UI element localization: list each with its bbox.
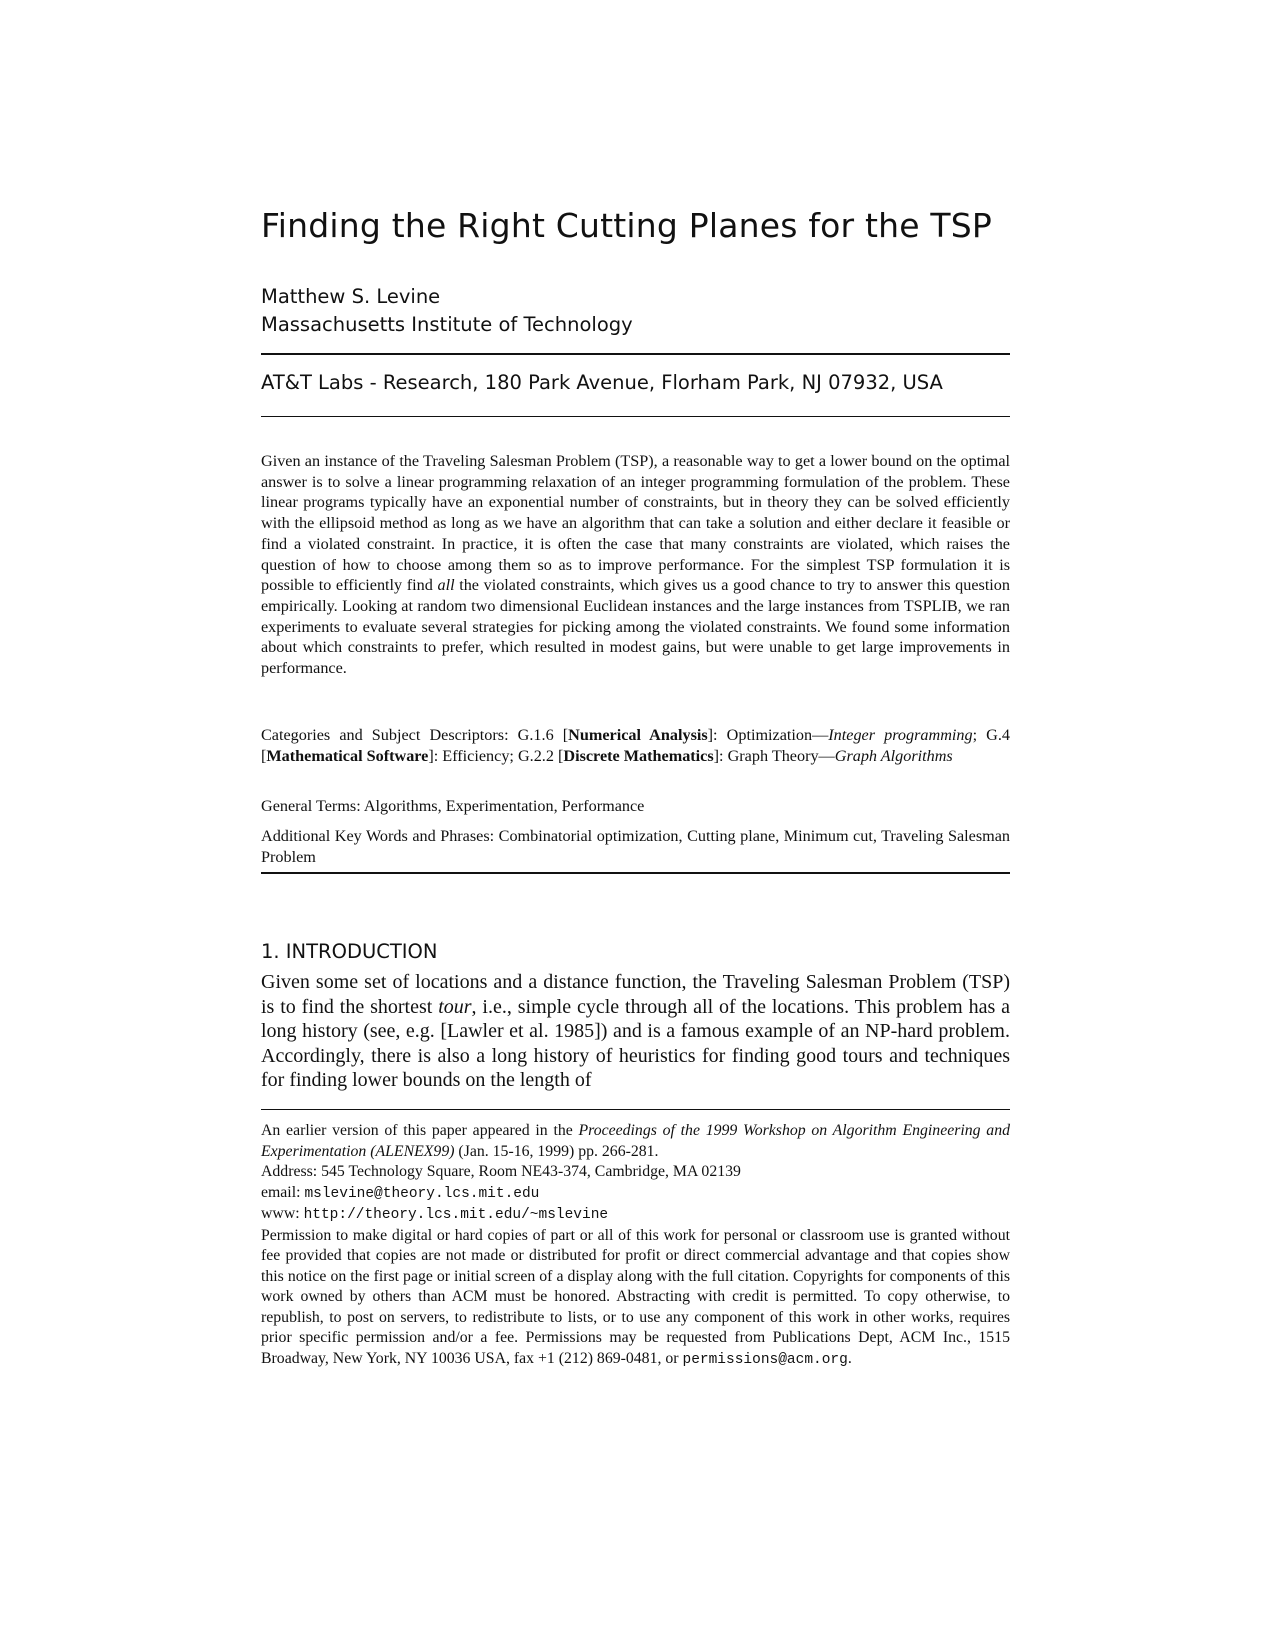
- abstract: [261, 451, 1010, 679]
- permission-text: Permission to make digital or hard copies of part or all of this work for personal or classroom use is granted without fee provided that copies are not made or distributed for profit or direct commercial advantage and that copies show this notice on the first page or initial screen of a display along with the full citation. Copyrights for components of this work owned by others than ACM must be honored. Abstracting with credit is permitted. To copy otherwise, to republish, to post on servers, to redistribute to lists, or to use any component of this work in other works, requires prior specific permission and/or a fee. Permissions may be requested from Publications Dept, ACM Inc., 1515 Broadway, New York, NY 10036 USA, fax +1 (212) 869-0481, or: [261, 1226, 1010, 1367]
- email-line: [261, 1183, 1010, 1205]
- descriptor-text: Categories and Subject Descriptors: G.1.6 [: [261, 726, 569, 744]
- www-link[interactable]: http://theory.lcs.mit.edu/~mslevine: [303, 1207, 609, 1223]
- descriptor-bold: Discrete Mathematics: [563, 746, 714, 765]
- intro-text-2: , i.e., simple cycle through all of the locations. This problem has a long history (see, e.g. [Lawler et al. 1985]) and is a famous example of an NP-hard problem. Accordingly, there is also a long history of heuristics for finding good tours and techniques for finding lower bounds on the length of: [261, 995, 1011, 1091]
- venue-name: Proceedings of the 1999 Workshop on Algorithm Engineering and Experimentation (ALENEX99): [261, 1122, 1010, 1160]
- header-rule-top: [261, 353, 1010, 355]
- address-line: Address: 545 Technology Square, Room NE43-374, Cambridge, MA 02139: [261, 1163, 741, 1180]
- descriptor-italic: Graph Algorithms: [834, 746, 953, 765]
- descriptor-bold: Numerical Analysis: [568, 726, 708, 744]
- descriptor-italic: Integer programming: [828, 726, 973, 744]
- intro-text-1: Given some set of locations and a distance function, the Traveling Salesman Problem (TSP) is to find the shortest: [261, 971, 1010, 1018]
- descriptor-text: ]: Efficiency; G.2.2 [: [428, 746, 564, 765]
- www-label: www:: [261, 1205, 304, 1222]
- descriptor-text: ; G.4 [: [261, 726, 1011, 765]
- subject-descriptors: [261, 725, 1010, 766]
- note-text: (Jan. 15-16, 1999) pp. 266-281.: [454, 1142, 659, 1160]
- abstract-emphasis: all: [437, 576, 455, 595]
- www-line: [261, 1204, 1010, 1226]
- abstract-rule: [261, 872, 1010, 874]
- descriptor-bold: Mathematical Software: [266, 746, 429, 765]
- footnote: [261, 1121, 1010, 1370]
- abstract-text-1: Given an instance of the Traveling Salesman Problem (TSP), a reasonable way to get a lower bound on the optimal answer is to solve a linear programming relaxation of an integer programming formulation of the problem. These linear programs typically have an exponential number of constraints, but in theory they can be solved efficiently with the ellipsoid method as long as we have an algorithm that can take a solution and either declare it feasible or find a violated constraint. In practice, it is often the case that many constraints are violated, which raises the question of how to choose among them so as to improve performance. For the simplest TSP formulation it is possible to efficiently find: [261, 452, 1010, 595]
- permission-notice: [261, 1226, 1010, 1371]
- email-label: email:: [261, 1183, 305, 1201]
- general-terms: General Terms: Algorithms, Experimentation, Performance: [261, 797, 645, 815]
- descriptor-text: ]: Graph Theory—: [713, 746, 835, 765]
- descriptor-text: ]: Optimization—: [707, 726, 829, 744]
- intro-emphasis: tour: [438, 995, 472, 1018]
- intro-paragraph: [261, 970, 1010, 1093]
- email-link[interactable]: mslevine@theory.lcs.mit.edu: [304, 1185, 540, 1202]
- affiliation: AT&T Labs - Research, 180 Park Avenue, Florham Park, NJ 07932, USA: [261, 371, 943, 394]
- author-block: [261, 283, 1010, 339]
- keywords: Additional Key Words and Phrases: Combinatorial optimization, Cutting plane, Minimum cut, Traveling Salesman Problem: [261, 827, 1010, 866]
- abstract-text-2: the violated constraints, which gives us a good chance to try to answer this question empirically. Looking at random two dimensional Euclidean instances and the large instances from TSPLIB, we ran experiments to evaluate several strategies for picking among the violated constraints. We found some information about which constraints to prefer, which resulted in modest gains, but were unable to get large improvements in performance.: [261, 576, 1010, 678]
- author-name: Matthew S. Levine: [261, 285, 441, 308]
- permission-text: .: [847, 1349, 852, 1367]
- header-rule-bottom: [261, 416, 1010, 417]
- note-text: An earlier version of this paper appeared in the: [261, 1122, 579, 1139]
- author-institution: Massachusetts Institute of Technology: [261, 313, 633, 336]
- footnote-rule: [261, 1109, 1010, 1110]
- permissions-email-link[interactable]: permissions@acm.org: [682, 1351, 848, 1368]
- earlier-version-note: [261, 1121, 1010, 1162]
- paper-title: Finding the Right Cutting Planes for the TSP: [261, 206, 993, 245]
- section-heading: 1. INTRODUCTION: [261, 940, 438, 963]
